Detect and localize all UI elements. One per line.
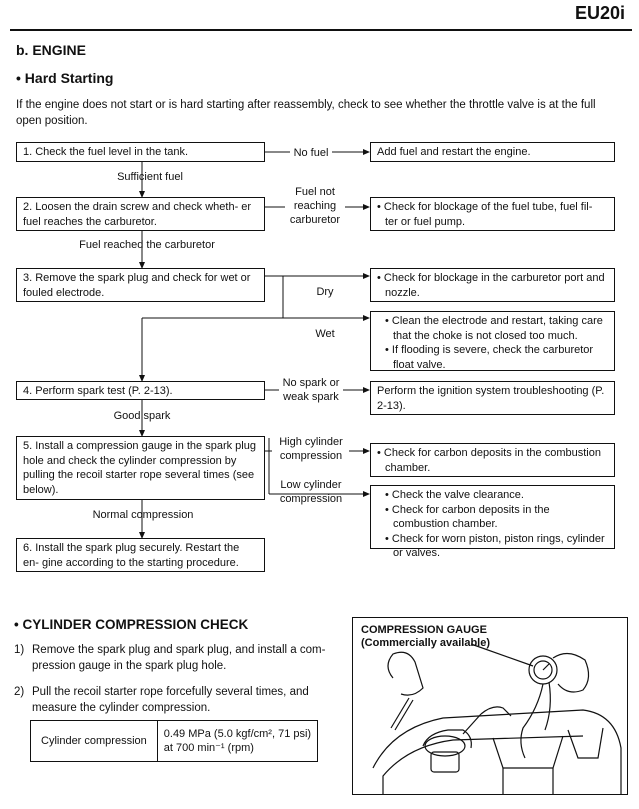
wet-action-box: [370, 311, 615, 371]
sufficient-fuel-label: Sufficient fuel: [117, 171, 183, 183]
step3-box: 3. Remove the spark plug and check for wet or fouled electrode.: [16, 268, 265, 302]
subsection-title: • Hard Starting: [16, 70, 114, 86]
no-fuel-label: No fuel: [293, 147, 329, 159]
low-action-1: • Check the valve clearance.: [385, 489, 524, 501]
low-action-2: • Check for carbon deposits in the combustion chamber.: [385, 503, 550, 530]
wet-action-1: • Clean the electrode and restart, taking care that the choke is not closed too much.: [385, 315, 603, 342]
fuel-tube-check-box: • Check for blockage of the fuel tube, fuel fil- ter or fuel pump.: [370, 197, 615, 231]
high-compression-label: High cylinder compression: [279, 436, 343, 462]
fuel-not-reaching-label: Fuel not reaching carburetor: [289, 186, 341, 226]
no-spark-label: No spark or weak spark: [282, 377, 340, 403]
spec-label: Cylinder compression: [31, 721, 158, 762]
compression-gauge-figure: [352, 617, 628, 795]
step-text: Pull the recoil starter rope forcefully several times, and measure the cylinder compression.: [32, 686, 309, 714]
add-fuel-box: Add fuel and restart the engine.: [370, 142, 615, 162]
carb-port-check-box: • Check for blockage in the carburetor port and nozzle.: [370, 268, 615, 302]
step4-box: 4. Perform spark test (P. 2-13).: [16, 381, 265, 400]
compression-spec-table: [30, 720, 318, 762]
figure-title-line-2: (Commercially available): [361, 637, 491, 649]
step6-box: 6. Install the spark plug securely. Restart the en- gine according to the starting procedure.: [16, 538, 265, 572]
step5-box: 5. Install a compression gauge in the spark plug hole and check the cylinder compression by pulling the recoil starter rope several times (see below).: [16, 436, 265, 500]
low-action-3: • Check for worn piston, piston rings, cylinder or valves.: [385, 532, 605, 559]
section-title: b. ENGINE: [16, 42, 87, 58]
wet-label: Wet: [315, 328, 335, 340]
compression-gauge-illustration: [353, 618, 627, 794]
compression-step-2: [14, 684, 336, 716]
model-name: EU20i: [574, 3, 625, 23]
ignition-troubleshoot-box: Perform the ignition system troubleshooting (P. 2-13).: [370, 381, 615, 415]
wet-action-2: • If flooding is severe, check the carburetor float valve.: [385, 344, 594, 371]
good-spark-label: Good spark: [113, 410, 171, 422]
normal-compression-label: Normal compression: [92, 509, 194, 521]
compression-step-1: [14, 642, 336, 674]
spec-value: [157, 721, 317, 762]
intro-text: If the engine does not start or is hard starting after reassembly, check to see whether the throttle valve is at the full open position.: [16, 99, 596, 127]
step2-box: 2. Loosen the drain screw and check wheth- er fuel reaches the carburetor.: [16, 197, 265, 231]
spec-value-line-2: at 700 min⁻¹ (rpm): [163, 742, 254, 754]
step-number: 2): [14, 686, 25, 698]
carbon-check-box: • Check for carbon deposits in the combustion chamber.: [370, 443, 615, 477]
step-number: 1): [14, 644, 25, 656]
spec-value-line-1: 0.49 MPa (5.0 kgf/cm², 71 psi): [163, 728, 312, 740]
compression-check-title: • CYLINDER COMPRESSION CHECK: [14, 617, 249, 632]
figure-title-line-1: COMPRESSION GAUGE: [361, 624, 487, 636]
low-compression-action-box: [370, 485, 615, 559]
step1-box: 1. Check the fuel level in the tank.: [16, 142, 265, 162]
low-compression-label: Low cylinder compression: [279, 479, 343, 505]
step-text: Remove the spark plug and spark plug, and install a com- pression gauge in the spark plug hole.: [32, 644, 326, 672]
fuel-reached-label: Fuel reached the carburetor: [79, 239, 215, 251]
dry-label: Dry: [316, 286, 334, 298]
